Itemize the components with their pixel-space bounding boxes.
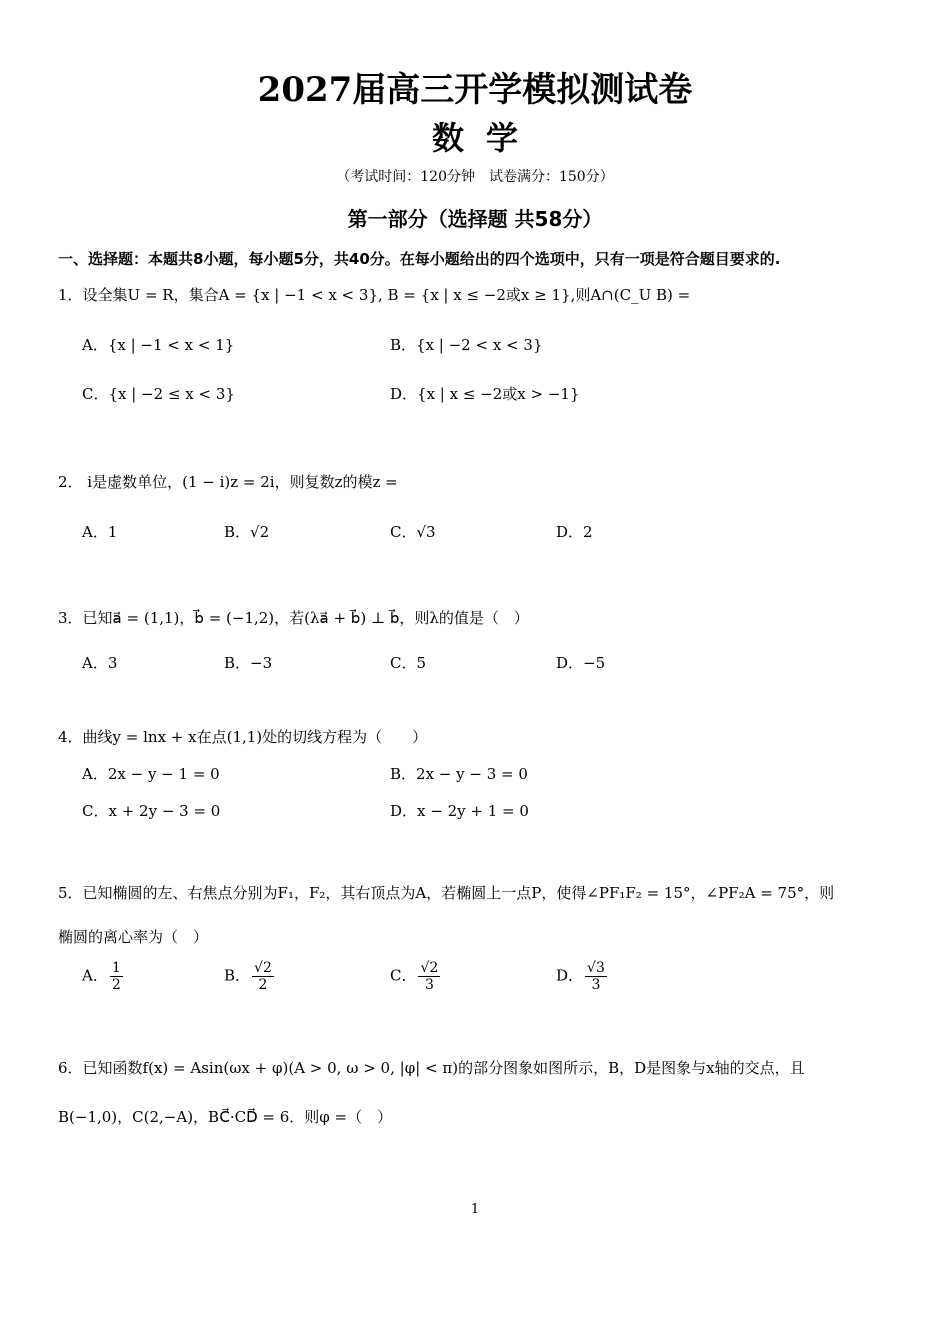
question-3-option-c: C．5 bbox=[390, 654, 427, 672]
question-5-option-c bbox=[390, 960, 440, 993]
option-label: C． bbox=[390, 966, 417, 985]
part-heading: 第一部分（选择题 共58分） bbox=[347, 207, 603, 231]
question-1-option-c: C．{x | −2 ≤ x < 3} bbox=[82, 385, 235, 403]
question-3-stem: 3．已知a⃗ = (1,1)，b⃗ = (−1,2)，若(λa⃗ + b⃗) ⊥ b⃗，则λ的值是（ ） bbox=[58, 609, 529, 627]
question-4-stem: 4．曲线y = lnx + x在点(1,1)处的切线方程为（ ） bbox=[58, 728, 428, 746]
question-3-option-b: B．−3 bbox=[224, 654, 273, 672]
exam-meta: （考试时间：120分钟 试卷满分：150分） bbox=[336, 169, 614, 185]
question-5-option-d bbox=[556, 960, 607, 993]
option-label: B． bbox=[224, 966, 251, 985]
numerator: 1 bbox=[111, 960, 121, 976]
question-1-option-a: A．{x | −1 < x < 1} bbox=[82, 336, 235, 354]
question-3-option-d: D．−5 bbox=[556, 654, 606, 672]
question-4-option-d: D．x − 2y + 1 = 0 bbox=[390, 802, 529, 820]
question-5-option-b bbox=[224, 960, 274, 993]
section-instructions: 一、选择题：本题共8小题，每小题5分，共40分。在每小题给出的四个选项中，只有一项是符合题目要求的. bbox=[58, 250, 781, 268]
exam-subject: 数学 bbox=[431, 119, 540, 157]
question-5-stem-line2: 椭圆的离心率为（ ） bbox=[58, 928, 209, 946]
denominator: 3 bbox=[424, 977, 434, 993]
question-1-stem: 1．设全集U = R，集合A = {x | −1 < x < 3}, B = {x | x ≤ −2或x ≥ 1},则A∩(C_U B) = bbox=[58, 286, 691, 304]
question-4-option-c: C．x + 2y − 3 = 0 bbox=[82, 802, 221, 820]
question-6-stem-line1: 6．已知函数f(x) = Asin(ωx + φ)(A > 0, ω > 0, |φ| < π)的部分图象如图所示，B，D是图象与x轴的交点，且 bbox=[58, 1059, 805, 1077]
option-label: A． bbox=[82, 966, 108, 985]
question-2-option-d: D．2 bbox=[556, 523, 593, 541]
denominator: 3 bbox=[591, 977, 601, 993]
question-1-option-d: D．{x | x ≤ −2或x > −1} bbox=[390, 385, 580, 403]
page-number: 1 bbox=[470, 1202, 480, 1217]
fraction bbox=[418, 960, 440, 993]
question-6-stem-line2: B(−1,0)，C(2,−A)，BC⃗·CD⃗ = 6．则φ =（ ） bbox=[58, 1108, 393, 1126]
denominator: 2 bbox=[111, 977, 121, 993]
fraction bbox=[252, 960, 274, 993]
question-5-option-a bbox=[82, 960, 123, 993]
question-2-option-a: A．1 bbox=[82, 523, 118, 541]
numerator: √2 bbox=[420, 960, 439, 976]
question-2-option-c: C．√3 bbox=[390, 523, 436, 541]
question-5-stem-line1: 5．已知椭圆的左、右焦点分别为F₁，F₂，其右顶点为A，若椭圆上一点P，使得∠PF₁F₂ = 15°，∠PF₂A = 75°，则 bbox=[58, 884, 835, 902]
question-4-option-b: B．2x − y − 3 = 0 bbox=[390, 765, 528, 783]
fraction bbox=[585, 960, 607, 993]
question-2-option-b: B．√2 bbox=[224, 523, 270, 541]
denominator: 2 bbox=[258, 977, 268, 993]
question-1-option-b: B．{x | −2 < x < 3} bbox=[390, 336, 543, 354]
fraction bbox=[110, 960, 123, 993]
numerator: √3 bbox=[587, 960, 605, 976]
question-3-option-a: A．3 bbox=[82, 654, 118, 672]
question-2-stem: 2． i是虚数单位，(1 − i)z = 2i，则复数z的模z = bbox=[58, 473, 398, 491]
exam-title: 2027届高三开学模拟测试卷 bbox=[257, 70, 693, 110]
option-label: D． bbox=[556, 966, 584, 985]
numerator: √2 bbox=[254, 960, 272, 976]
question-4-option-a: A．2x − y − 1 = 0 bbox=[82, 765, 220, 783]
